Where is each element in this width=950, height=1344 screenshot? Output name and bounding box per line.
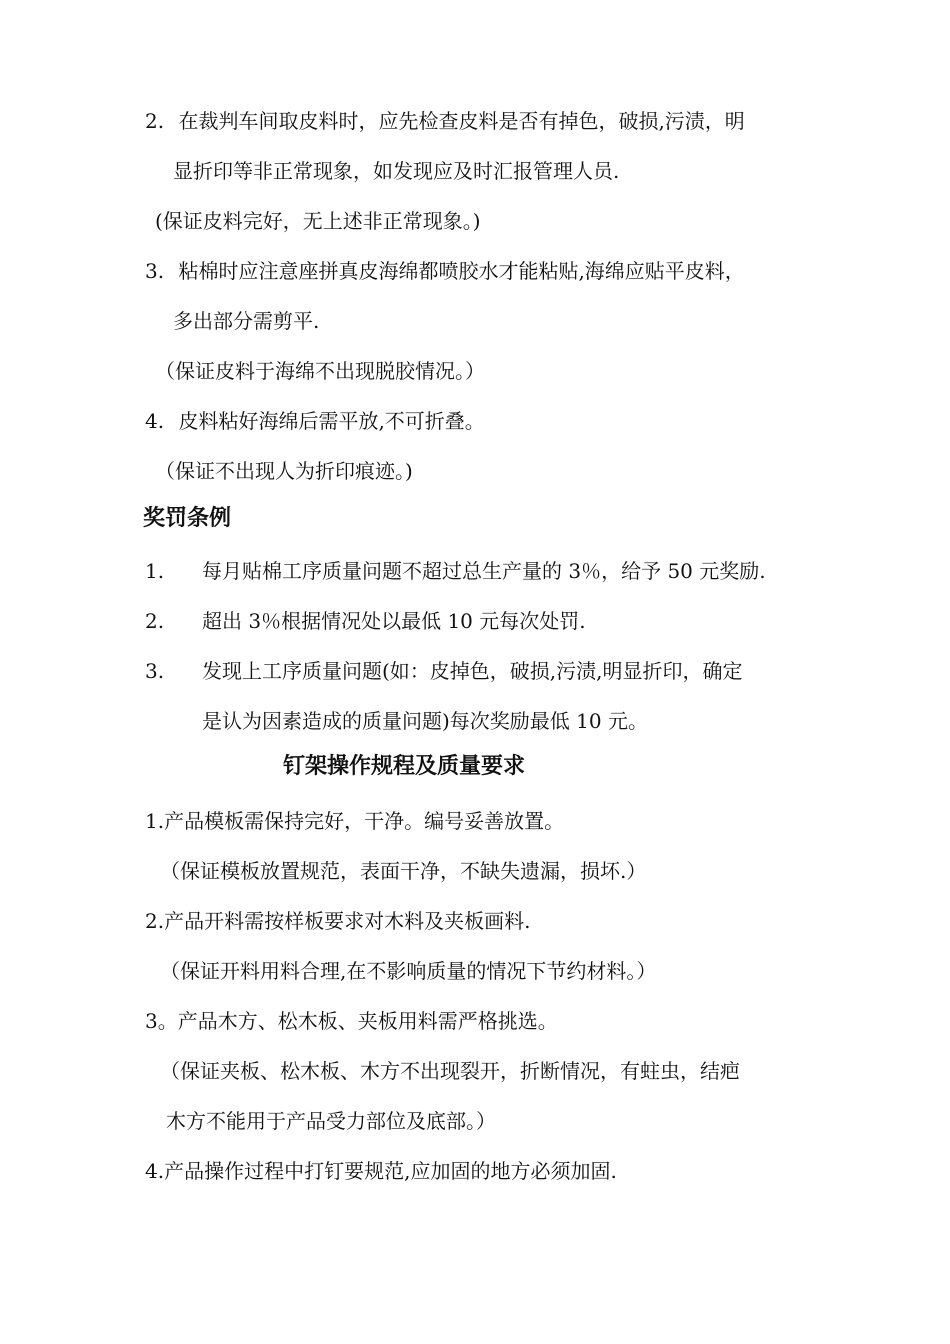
item-2-text: 在裁判车间取皮料时，应先检查皮料是否有掉色，破损,污渍，明 xyxy=(178,109,745,133)
item-3-number: 3. xyxy=(145,259,165,283)
section-2-line-8: 4.产品操作过程中打钉要规范,应加固的地方必须加固. xyxy=(145,1159,617,1183)
section-2-line-4: （保证开料用料合理,在不影响质量的情况下节约材料。） xyxy=(160,959,657,983)
reward-item-1-text: 每月贴棉工序质量问题不超过总生产量的 3％，给予 50 元奖励. xyxy=(202,559,766,583)
item-4-note: （保证不出现人为折印痕迹。) xyxy=(155,459,413,483)
reward-item-3-text-cont: 是认为因素造成的质量问题)每次奖励最低 10 元。 xyxy=(202,709,648,733)
item-3-text: 粘棉时应注意座拼真皮海绵都喷胶水才能粘贴,海绵应贴平皮料， xyxy=(178,259,745,283)
item-2-line-1 xyxy=(145,108,745,134)
section-2-line-1: 1.产品模板需保持完好，干净。编号妥善放置。 xyxy=(145,809,565,833)
item-3-line-1 xyxy=(145,258,745,284)
item-2-note: (保证皮料完好，无上述非正常现象。) xyxy=(155,209,481,233)
reward-item-3-number: 3. xyxy=(145,659,165,683)
rewards-heading: 奖罚条例 xyxy=(143,506,232,531)
item-4-line-1 xyxy=(145,408,485,434)
section-2-line-2: （保证模板放置规范，表面干净，不缺失遗漏，损坏.） xyxy=(160,859,647,883)
reward-item-3-text: 发现上工序质量问题(如：皮掉色，破损,污渍,明显折印，确定 xyxy=(202,659,743,683)
section-2-line-5: 3。产品木方、松木板、夹板用料需严格挑选。 xyxy=(145,1009,558,1033)
section-2-line-3: 2.产品开料需按样板要求对木料及夹板画料. xyxy=(145,909,531,933)
section-2-line-6: （保证夹板、松木板、木方不出现裂开，折断情况，有蛀虫，结疤 xyxy=(160,1059,740,1083)
section-2-line-7: 木方不能用于产品受力部位及底部。） xyxy=(166,1109,496,1133)
section-2-title: 钉架操作规程及质量要求 xyxy=(283,754,526,779)
item-3-line-2: 多出部分需剪平. xyxy=(173,309,320,333)
reward-item-2-text: 超出 3％根据情况处以最低 10 元每次处罚. xyxy=(202,609,586,633)
reward-item-1-number: 1. xyxy=(145,559,165,583)
item-2-number: 2. xyxy=(145,109,165,133)
reward-item-2-number: 2. xyxy=(145,609,165,633)
item-3-note: （保证皮料于海绵不出现脱胶情况。） xyxy=(155,359,485,383)
item-4-text: 皮料粘好海绵后需平放,不可折叠。 xyxy=(178,409,485,433)
item-4-number: 4. xyxy=(145,409,165,433)
item-2-line-2: 显折印等非正常现象，如发现应及时汇报管理人员. xyxy=(173,159,620,183)
